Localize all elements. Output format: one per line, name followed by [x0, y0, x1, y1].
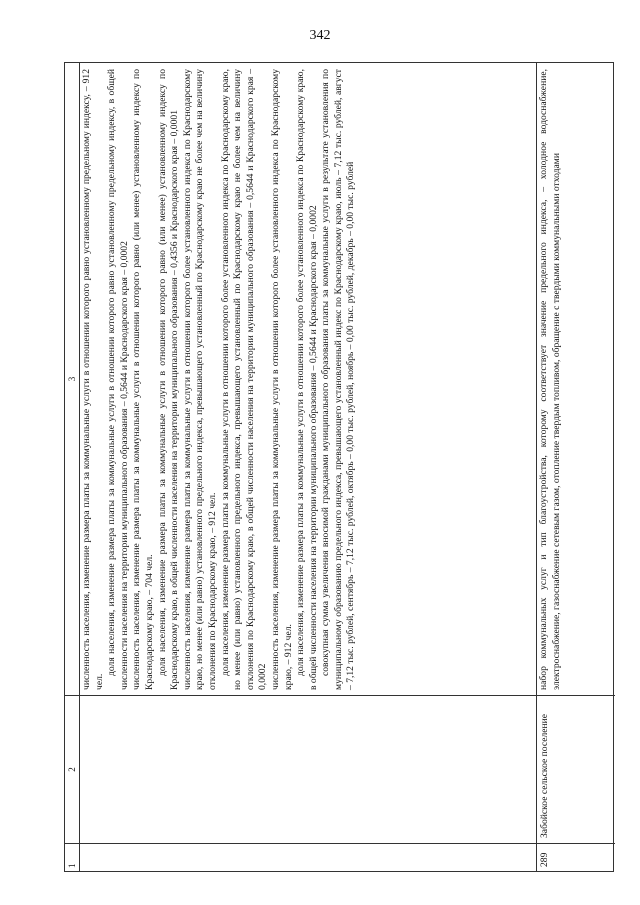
- paragraph: численность населения, изменение размера платы за коммунальные услуги в отношении которого равно (или менее) установленному индексу по Краснодарскому краю, – 704 чел.: [131, 69, 155, 690]
- table-row: [80, 63, 537, 871]
- paragraph: численность населения, изменение размера платы за коммунальные услуги в отношении которого равно установленному предельному индексу, – 912 чел.: [81, 69, 105, 690]
- description-cell: [80, 63, 536, 695]
- page-number: 342: [309, 28, 331, 43]
- description-cell: [537, 63, 615, 695]
- paragraph: доля населения, изменение размера платы за коммунальные услуги в отношении которого равно (или менее) установленному индексу по Краснодарскому краю, в общей численности населения на территории муниципального образования – 0,4356 и Краснодарского края – 0,0001: [156, 69, 181, 690]
- row-number-cell: 289: [537, 843, 615, 871]
- paragraph: совокупная сумма увеличения вносимой гражданами муниципального образования платы за коммунальные услуги в результате установления по муниципальному образованию предельного индекса, превышающего установленный индекс по Краснодарскому краю, июль – 7,12 тыс. рублей, август – 7,12 тыс. рублей, сентябрь – 7,12 тыс. рублей, октябрь – 0,00 тыс. рублей, ноябрь – 0,00 тыс. рублей, декабрь – 0,00 тыс. рублей: [320, 69, 357, 690]
- settlement-cell: Забойское сельское поселение: [537, 695, 615, 843]
- table-row: [537, 63, 615, 871]
- header-col-1: 1: [65, 843, 79, 871]
- paragraph: набор коммунальных услуг и тип благоустройства, которому соответствует значение предельного индекса, – холодное водоснабжение, электроснабжение, газоснабжение сетевым газом, отопление твердым топливом, обращение с твердыми коммунальными отходами: [538, 69, 562, 690]
- settlement-cell: [80, 695, 536, 843]
- header-col-3: 3: [67, 376, 77, 382]
- header-col-2: 2: [65, 695, 79, 843]
- paragraph: доля населения, изменение размера платы за коммунальные услуги в отношении которого более установленного индекса по Краснодарскому краю, в общей численности населения на территории муниципального образования – 0,5644 и Краснодарского края – 0,0002: [295, 69, 319, 690]
- table-header-row: [65, 63, 80, 871]
- paragraph: численность населения, изменение размера платы за коммунальные услуги в отношении которого более установленного индекса по Краснодарскому краю, – 912 чел.: [269, 69, 294, 690]
- paragraph: доля населения, изменение размера платы за коммунальные услуги в отношении которого равно установленному предельному индексу, в общей численности населения на территории муниципального образования – 0,5644 и Краснодарского края – 0,0002: [106, 69, 130, 690]
- paragraph: доля населения, изменение размера платы за коммунальные услуги в отношении которого более установленного индекса по Краснодарскому краю, но менее (или равно) установленного предельного индекса, превышающего установленный по Краснодарскому краю не более чем на величину отклонения по Краснодарскому краю, в общей численности населения на территории муниципального образования – 0,5644 и Краснодарского края – 0,0002: [219, 69, 269, 690]
- paragraph: численность населения, изменение размера платы за коммунальные услуги в отношении которого более установленного индекса по Краснодарскому краю, но менее (или равно) установленного предельного индекса, превышающего установленный по Краснодарскому краю не более чем на величину отклонения по Краснодарскому краю, – 912 чел.: [181, 69, 218, 690]
- rotated-page-area: [64, 62, 614, 872]
- row-number-cell: [80, 843, 536, 871]
- indices-table: [64, 62, 614, 872]
